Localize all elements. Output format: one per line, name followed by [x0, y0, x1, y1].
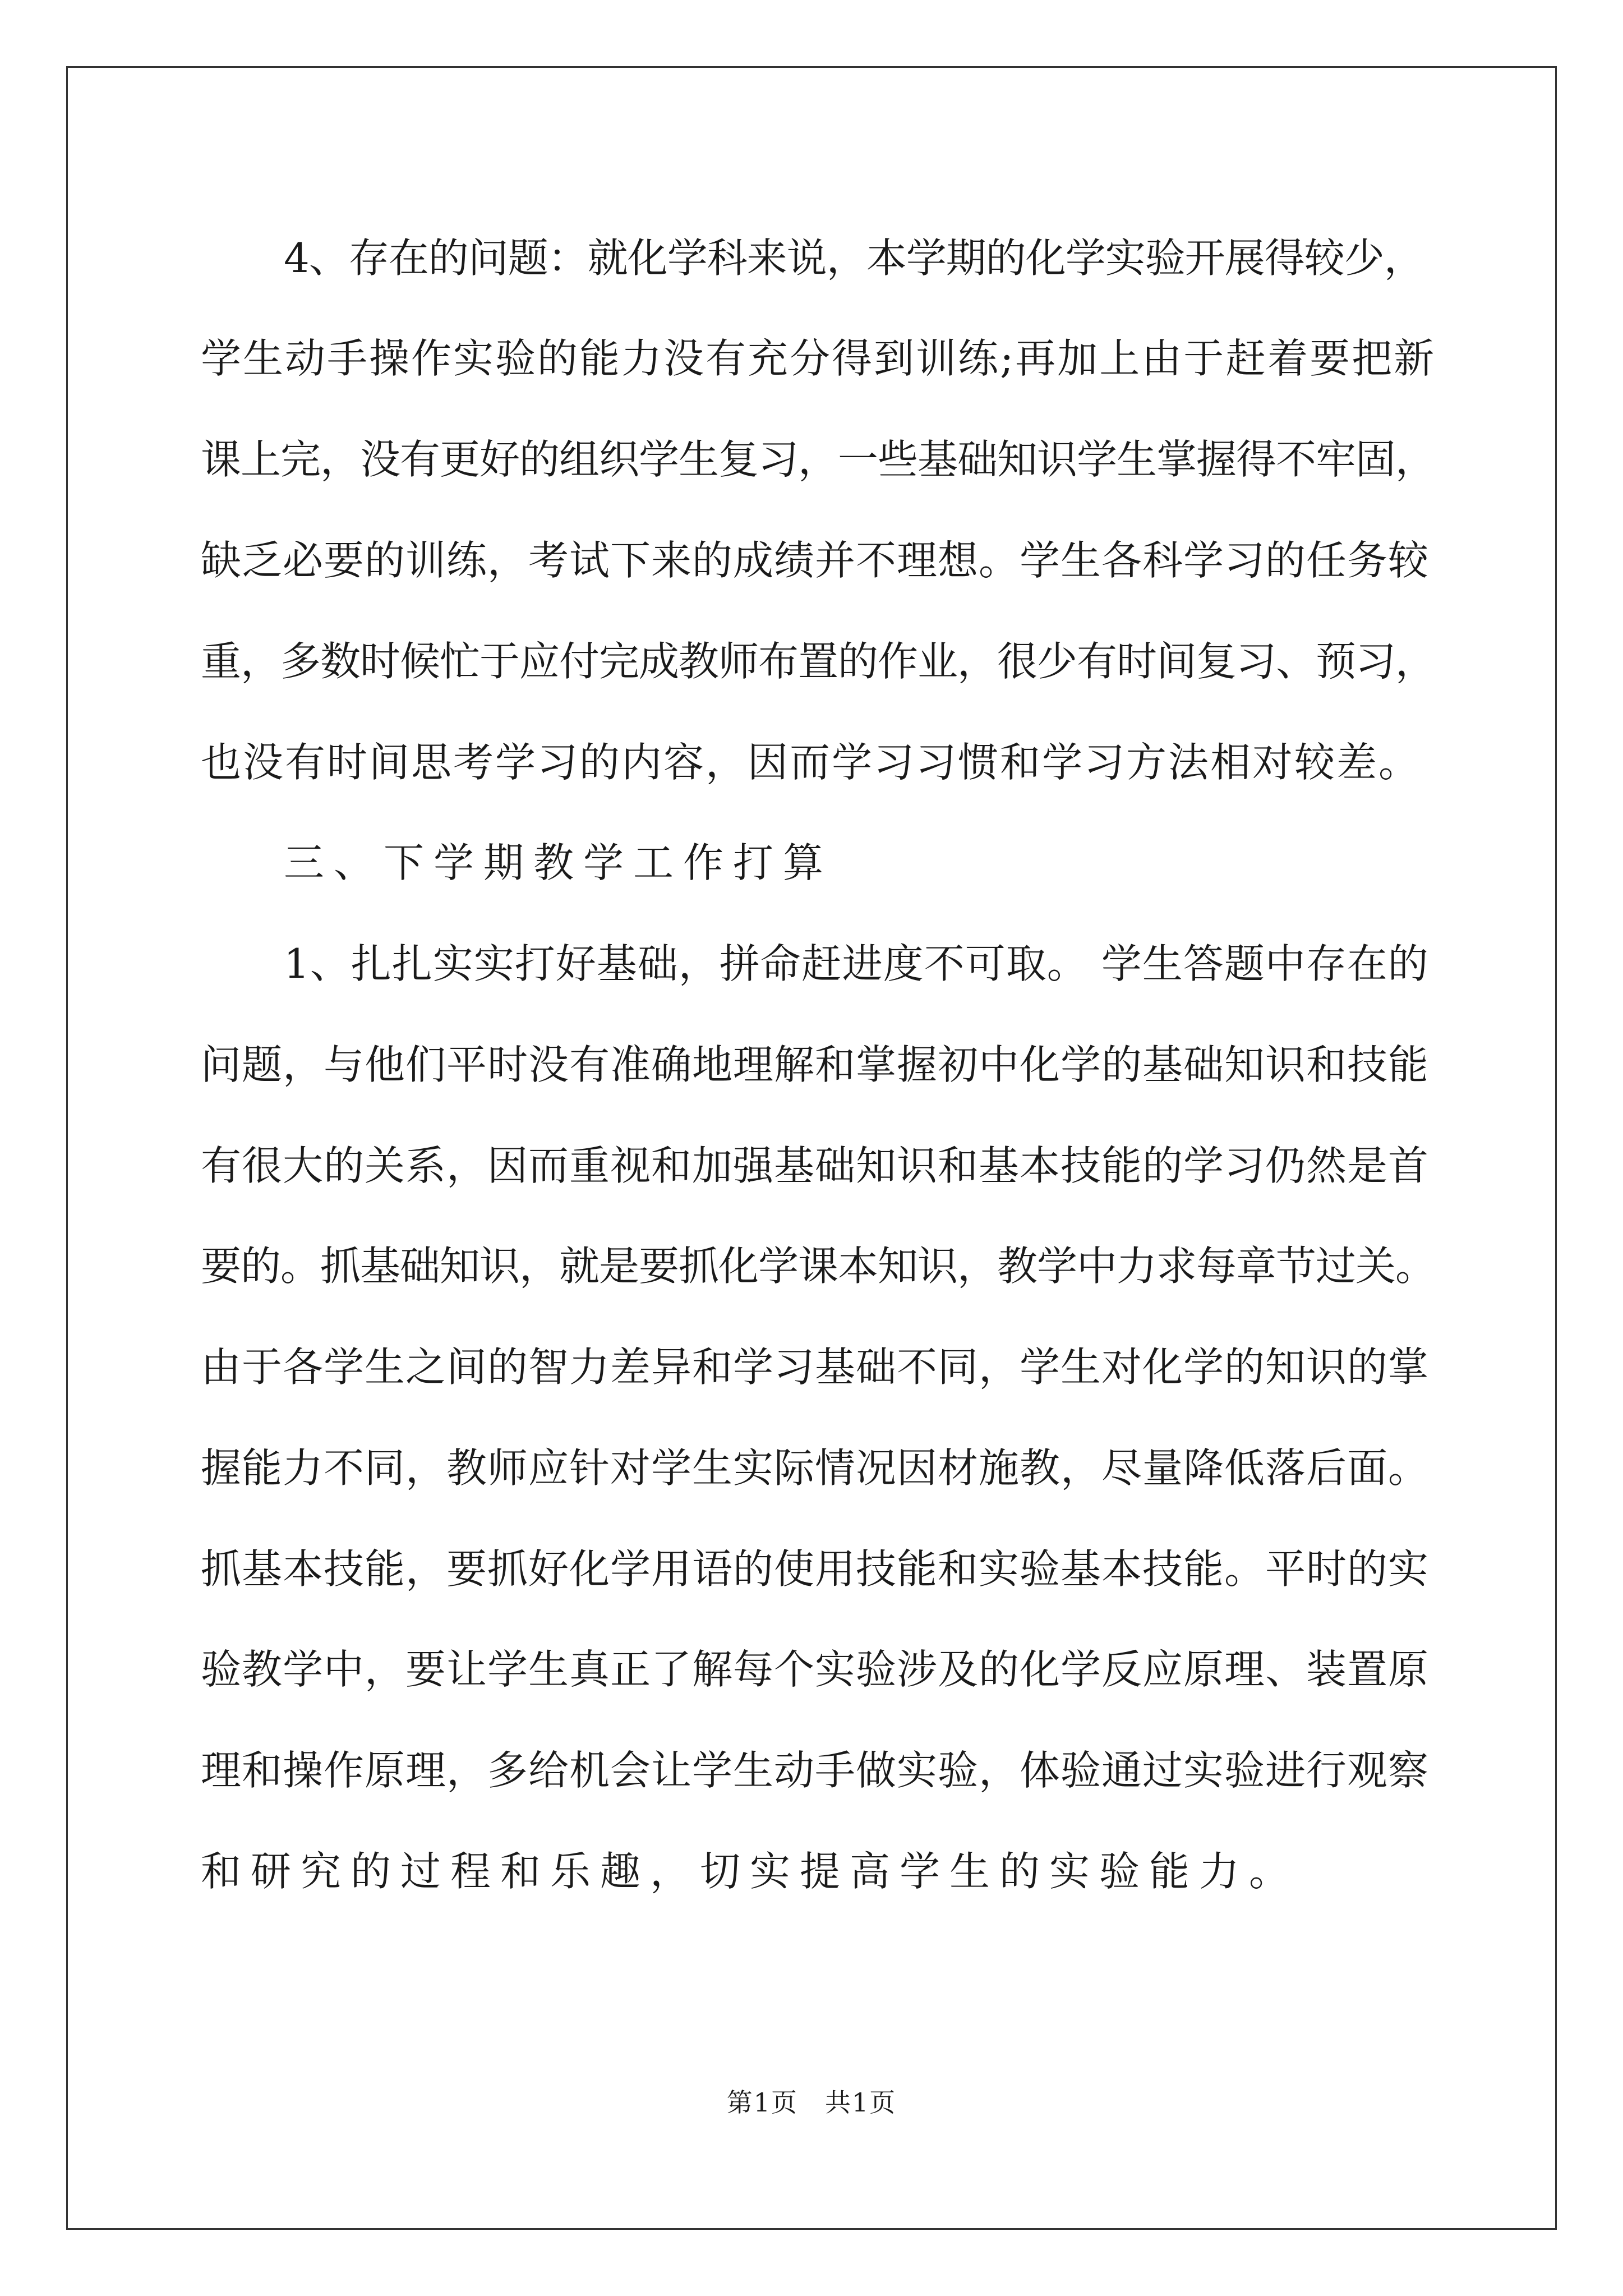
text-line: 4、存在的问题：就化学科来说，本学期的化学实验开展得较少，	[284, 234, 1424, 282]
text-line: 理和操作原理，多给机会让学生动手做实验，体验通过实验进行观察	[201, 1747, 1430, 1794]
text-line: 课上完，没有更好的组织学生复习，一些基础知识学生掌握得不牢固，	[201, 436, 1436, 483]
text-line: 抓基本技能，要抓好化学用语的使用技能和实验基本技能。平时的实	[201, 1545, 1430, 1593]
section-heading: 三、下学期教学工作打算	[284, 839, 833, 886]
text-line: 和研究的过程和乐趣，切实提高学生的实验能力。	[201, 1848, 1299, 1895]
text-line: 重，多数时候忙于应付完成教师布置的作业，很少有时间复习、预习，	[201, 638, 1436, 685]
text-line: 1、扎扎实实打好基础，拼命赶进度不可取。 学生答题中存在的	[284, 940, 1429, 987]
text-line: 由于各学生之间的智力差异和学习基础不同，学生对化学的知识的掌	[201, 1343, 1430, 1391]
text-line: 验教学中，要让学生真正了解每个实验涉及的化学反应原理、装置原	[201, 1646, 1430, 1693]
text-line: 有很大的关系，因而重视和加强基础知识和基本技能的学习仍然是首	[201, 1142, 1430, 1189]
text-line: 缺乏必要的训练，考试下来的成绩并不理想。学生各科学习的任务较	[201, 537, 1430, 584]
page-footer: 第1页 共1页	[726, 2087, 897, 2118]
text-line: 握能力不同，教师应针对学生实际情况因材施教，尽量降低落后面。	[201, 1444, 1430, 1492]
text-line: 要的。抓基础知识，就是要抓化学课本知识，教学中力求每章节过关。	[201, 1243, 1436, 1290]
text-line: 学生动手操作实验的能力没有充分得到训练;再加上由于赶着要把新	[201, 335, 1436, 382]
text-line: 问题，与他们平时没有准确地理解和掌握初中化学的基础知识和技能	[201, 1041, 1430, 1088]
text-line: 也没有时间思考学习的内容，因而学习习惯和学习方法相对较差。	[201, 739, 1421, 786]
